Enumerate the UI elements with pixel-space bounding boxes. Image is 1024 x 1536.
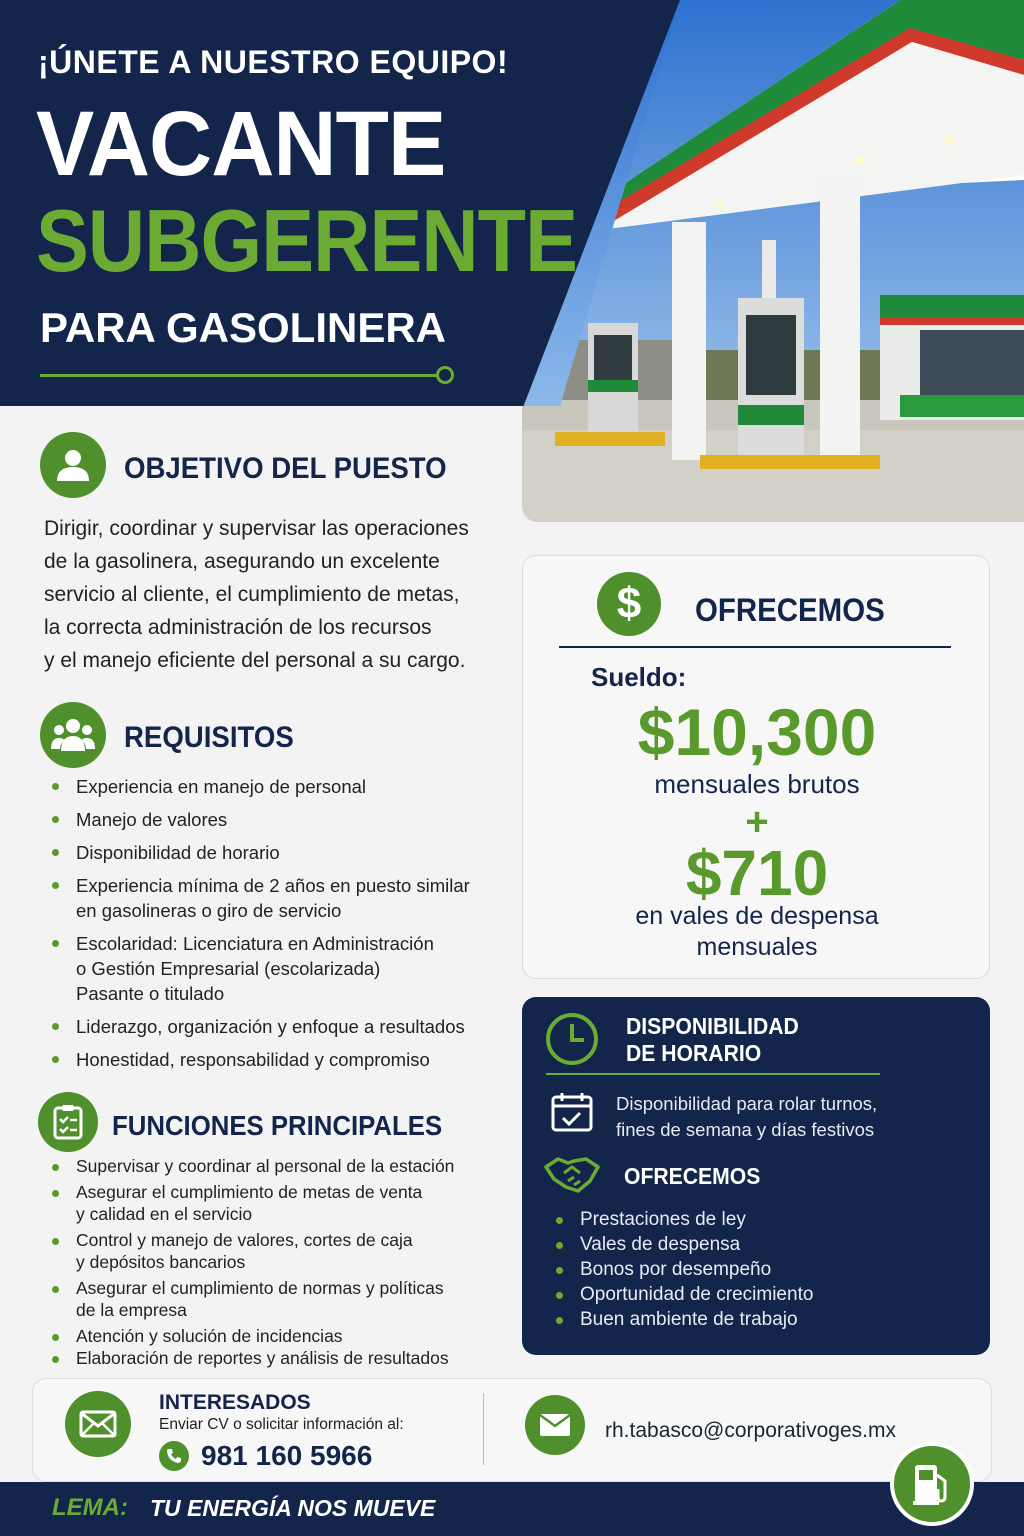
- list-item: Manejo de valores: [46, 807, 486, 832]
- list-item: Buen ambiente de trabajo: [550, 1307, 970, 1332]
- objetivo-line: de la gasolinera, asegurando un excelente: [44, 550, 440, 573]
- group-icon: [40, 702, 106, 768]
- horario-title: DISPONIBILIDAD DE HORARIO: [626, 1013, 799, 1066]
- list-item: Vales de despensa: [550, 1232, 970, 1257]
- contact-box: [32, 1378, 992, 1482]
- list-item: Atención y solución de incidencias: [46, 1325, 486, 1347]
- list-item: Experiencia en manejo de personal: [46, 774, 486, 799]
- horario-text: Disponibilidad para rolar turnos, fines de semana y días festivos: [616, 1093, 878, 1140]
- lema-text: TU ENERGÍA NOS MUEVE: [150, 1495, 436, 1521]
- hero-divider: [40, 374, 440, 377]
- fuel-pump-icon: [890, 1442, 974, 1526]
- list-item: Control y manejo de valores, cortes de caja y depósitos bancarios: [46, 1229, 486, 1273]
- horario-card: [522, 997, 990, 1355]
- vales-note-2: mensuales: [696, 933, 818, 961]
- ofrecemos-divider: [559, 646, 951, 648]
- phone-icon: [159, 1441, 189, 1471]
- handshake-icon: [544, 1151, 600, 1195]
- clock-icon: [546, 1013, 598, 1065]
- envelope-icon: [525, 1395, 585, 1455]
- beneficios-title: OFRECEMOS: [624, 1163, 761, 1189]
- vales-amount: $710: [685, 837, 829, 909]
- objetivo-line: servicio al cliente, el cumplimiento de metas,: [44, 583, 460, 606]
- objetivo-line: la correcta administración de los recursos: [44, 616, 432, 639]
- calendar-check-icon: [550, 1091, 594, 1133]
- objetivo-title: OBJETIVO DEL PUESTO: [124, 452, 447, 485]
- envelope-icon: [65, 1391, 131, 1457]
- objetivo-line: y el manejo eficiente del personal a su cargo.: [44, 649, 466, 672]
- clipboard-checklist-icon: [38, 1092, 98, 1152]
- list-item: Bonos por desempeño: [550, 1257, 970, 1282]
- salary-label: Sueldo:: [591, 662, 687, 692]
- requisitos-list: [46, 774, 486, 1080]
- dollar-icon: $: [597, 572, 661, 636]
- ofrecemos-title: OFRECEMOS: [695, 592, 885, 628]
- hero-divider-dot: [436, 366, 454, 384]
- list-item: Supervisar y coordinar al personal de la estación: [46, 1155, 486, 1177]
- list-item: Asegurar el cumplimiento de metas de venta y calidad en el servicio: [46, 1181, 486, 1225]
- ofrecemos-card: [522, 555, 990, 979]
- requisitos-title: REQUISITOS: [124, 721, 294, 754]
- footer-bar: [0, 1482, 1024, 1536]
- hero-title-vacante: VACANTE: [36, 93, 446, 195]
- contact-email[interactable]: rh.tabasco@corporativoges.mx: [605, 1419, 896, 1442]
- list-item: Prestaciones de ley: [550, 1207, 970, 1232]
- plus-sign: +: [745, 800, 769, 844]
- hero-kicker: ¡ÚNETE A NUESTRO EQUIPO!: [38, 44, 509, 80]
- hero-subtitle: PARA GASOLINERA: [40, 304, 447, 351]
- lema-label: LEMA:: [52, 1494, 128, 1521]
- list-item: Experiencia mínima de 2 años en puesto similar en gasolineras o giro de servicio: [46, 873, 486, 923]
- list-item: Escolaridad: Licenciatura en Administración o Gestión Empresarial (escolarizada) Pasante o titulado: [46, 931, 486, 1006]
- objetivo-line: Dirigir, coordinar y supervisar las operaciones: [44, 517, 469, 540]
- horario-divider: [546, 1073, 880, 1075]
- funciones-title: FUNCIONES PRINCIPALES: [112, 1110, 443, 1141]
- salary-amount: $10,300: [637, 695, 877, 769]
- list-item: Liderazgo, organización y enfoque a resultados: [46, 1014, 486, 1039]
- list-item: Oportunidad de crecimiento: [550, 1282, 970, 1307]
- objetivo-text: [44, 512, 469, 677]
- list-item: Honestidad, responsabilidad y compromiso: [46, 1047, 486, 1072]
- list-item: Asegurar el cumplimiento de normas y políticas de la empresa: [46, 1277, 486, 1321]
- funciones-list: [46, 1155, 486, 1369]
- list-item: Elaboración de reportes y análisis de resultados: [46, 1347, 486, 1369]
- contact-phone[interactable]: 981 160 5966: [201, 1440, 373, 1471]
- list-item: Disponibilidad de horario: [46, 840, 486, 865]
- contact-subtitle: Enviar CV o solicitar información al:: [159, 1416, 404, 1433]
- user-icon: [40, 432, 106, 498]
- hero-title-position: SUBGERENTE: [36, 191, 578, 290]
- vales-note-1: en vales de despensa: [635, 902, 879, 930]
- salary-note: mensuales brutos: [654, 769, 860, 799]
- contact-divider: [483, 1393, 484, 1465]
- contact-title: INTERESADOS: [159, 1391, 311, 1414]
- beneficios-list: [550, 1207, 970, 1332]
